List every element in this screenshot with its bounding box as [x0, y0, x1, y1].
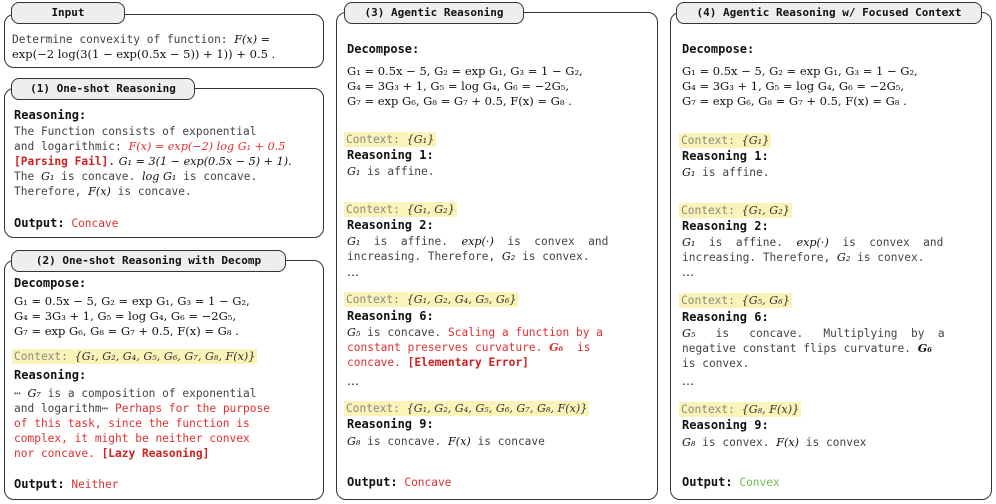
- decomp-eq-1: G₁ = 0.5x − 5, G₂ = exp G₁, G₃ = 1 − G₂,: [14, 294, 250, 308]
- one-shot-line-2: and logarithmic: F(x) = exp(−2) log G₁ + 0.5: [14, 140, 286, 153]
- one-shot-line-1: The Function consists of exponential: [14, 125, 257, 138]
- focused-eq-3: G₇ = exp G₆, G₈ = G₇ + 0.5, F(x) = G₈ .: [682, 94, 907, 108]
- focused-ellipsis-1: ⋯: [682, 268, 694, 282]
- focused-eq-1: G₁ = 0.5x − 5, G₂ = exp G₁, G₃ = 1 − G₂,: [682, 64, 918, 78]
- focused-reasoning-9-label: Reasoning 9:: [682, 418, 769, 432]
- decomp-line-3: of this task, since the function is: [14, 417, 250, 430]
- focused-reasoning-1-label: Reasoning 1:: [682, 149, 769, 163]
- decomp-eq-3: G₇ = exp G₆, G₈ = G₇ + 0.5, F(x) = G₈ .: [14, 324, 239, 338]
- focused-output: Output: Convex: [682, 475, 780, 489]
- agentic-decompose-label: Decompose:: [347, 42, 420, 56]
- input-line-2: exp(−2 log(3(1 − exp(0.5x − 5)) + 1)) + 0.5 .: [12, 47, 276, 61]
- focused-reasoning-2-line-1: G₁ is affine. exp(·) is convex and: [682, 236, 944, 249]
- agentic-reasoning-9-label: Reasoning 9:: [347, 417, 434, 431]
- agentic-reasoning-6-line-2: constant preserves curvature. G₆ is: [347, 340, 591, 354]
- agentic-reasoning-2-line-1: G₁ is affine. exp(·) is convex and: [347, 235, 609, 248]
- focused-decompose-label: Decompose:: [682, 42, 755, 56]
- focused-context-2: Context: {G₁, G₂}: [681, 204, 790, 217]
- decomp-line-1: ⋯ G₇ is a composition of exponential: [14, 387, 257, 400]
- one-shot-line-5: Therefore, F(x) is concave.: [14, 185, 192, 198]
- decomp-eq-2: G₄ = 3G₃ + 1, G₅ = log G₄, G₆ = −2G₅,: [14, 309, 237, 323]
- one-shot-reasoning-label: Reasoning:: [14, 108, 87, 122]
- focused-reasoning-6-label: Reasoning 6:: [682, 310, 769, 324]
- focused-context-1: Context: {G₁}: [681, 134, 770, 147]
- one-shot-panel-title: (1) One-shot Reasoning: [11, 78, 195, 100]
- agentic-reasoning-2-line-2: increasing. Therefore, G₂ is convex.: [347, 250, 590, 263]
- decomp-line-5: nor concave. [Lazy Reasoning]: [14, 447, 210, 460]
- decomp-reasoning-label: Reasoning:: [14, 368, 87, 382]
- decomp-context: Context: {G₁, G₂, G₄, G₅, G₆, G₇, G₈, F(x)}: [14, 350, 256, 363]
- agentic-eq-3: G₇ = exp G₆, G₈ = G₇ + 0.5, F(x) = G₈ .: [347, 94, 572, 108]
- one-shot-line-4: The G₁ is concave. log G₁ is concave.: [14, 170, 258, 183]
- agentic-panel-title: (3) Agentic Reasoning: [344, 2, 524, 24]
- one-shot-output: Output: Concave: [14, 216, 119, 230]
- focused-reasoning-6-line-1: G₅ is concave. Multiplying by a: [682, 327, 945, 340]
- agentic-ellipsis-1: ⋯: [347, 268, 359, 282]
- input-line-1: Determine convexity of function: F(x) =: [12, 33, 271, 46]
- agentic-reasoning-1-text: G₁ is affine.: [347, 165, 435, 178]
- focused-ellipsis-2: ⋯: [682, 377, 694, 391]
- agentic-eq-1: G₁ = 0.5x − 5, G₂ = exp G₁, G₃ = 1 − G₂,: [347, 64, 583, 78]
- focused-reasoning-6-line-3: is convex.: [682, 357, 750, 370]
- agentic-output: Output: Concave: [347, 475, 452, 489]
- focused-reasoning-1-text: G₁ is affine.: [682, 166, 770, 179]
- focused-reasoning-2-label: Reasoning 2:: [682, 219, 769, 233]
- focused-context-9: Context: {G₈, F(x)}: [681, 403, 800, 416]
- agentic-context-2: Context: {G₁, G₂}: [346, 203, 455, 216]
- focused-reasoning-9-text: G₈ is convex. F(x) is convex: [682, 436, 867, 449]
- focused-panel-title: (4) Agentic Reasoning w/ Focused Context: [676, 2, 982, 24]
- agentic-context-9: Context: {G₁, G₂, G₄, G₅, G₆, G₇, G₈, F(x)}: [346, 402, 588, 415]
- agentic-reasoning-2-label: Reasoning 2:: [347, 218, 434, 232]
- decomp-line-4: complex, it might be neither convex: [14, 432, 250, 445]
- agentic-reasoning-9-text: G₈ is concave. F(x) is concave: [347, 435, 545, 448]
- focused-reasoning-2-line-2: increasing. Therefore, G₂ is convex.: [682, 251, 925, 264]
- one-shot-line-3: [Parsing Fail]. G₁ = 3(1 − exp(0.5x − 5) + 1).: [14, 155, 292, 168]
- agentic-eq-2: G₄ = 3G₃ + 1, G₅ = log G₄, G₆ = −2G₅,: [347, 79, 570, 93]
- decomp-decompose-label: Decompose:: [14, 276, 87, 290]
- agentic-reasoning-6-label: Reasoning 6:: [347, 309, 434, 323]
- focused-eq-2: G₄ = 3G₃ + 1, G₅ = log G₄, G₆ = −2G₅,: [682, 79, 905, 93]
- decomp-panel-title: (2) One-shot Reasoning with Decomp: [11, 250, 286, 272]
- agentic-reasoning-6-line-1: G₅ is concave. Scaling a function by a: [347, 326, 603, 339]
- decomp-line-2: and logarithm⋯ Perhaps for the purpose: [14, 402, 270, 415]
- focused-context-6: Context: {G₅, G₆}: [681, 294, 790, 307]
- agentic-reasoning-6-line-3: concave. [Elementary Error]: [347, 356, 529, 369]
- agentic-reasoning-1-label: Reasoning 1:: [347, 148, 434, 162]
- focused-reasoning-6-line-2: negative constant flips curvature. G₆: [682, 341, 933, 355]
- agentic-context-6: Context: {G₁, G₂, G₄, G₅, G₆}: [346, 293, 517, 306]
- agentic-ellipsis-2: ⋯: [347, 377, 359, 391]
- agentic-context-1: Context: {G₁}: [346, 133, 435, 146]
- decomp-output: Output: Neither: [14, 477, 119, 491]
- input-panel-title: Input: [11, 2, 125, 24]
